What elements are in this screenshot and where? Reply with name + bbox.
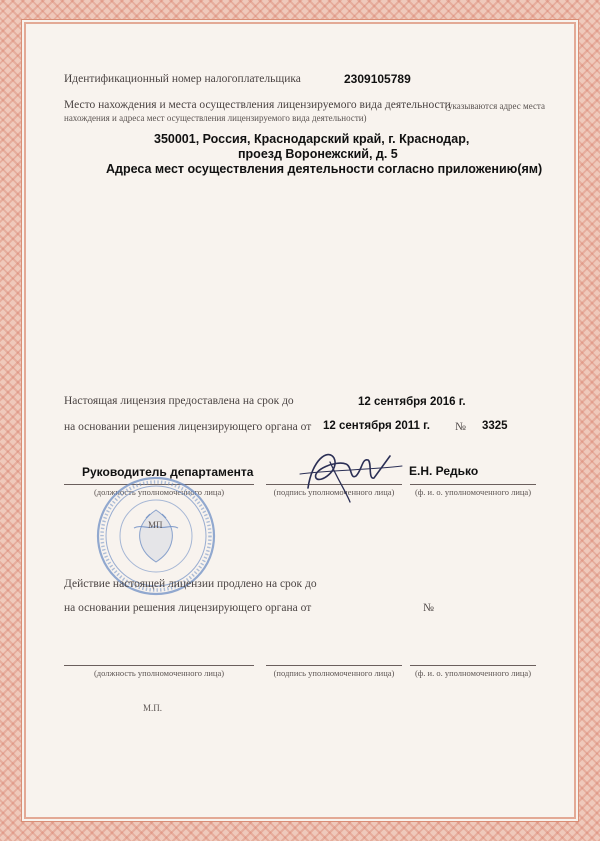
number-value: 3325: [482, 420, 508, 432]
extension-number-sign: №: [423, 602, 434, 614]
caption-signature-2: (подпись уполномоченного лица): [273, 668, 395, 678]
location-note-1: (указываются адрес места: [445, 101, 545, 111]
signer-position: Руководитель департамента: [82, 465, 254, 479]
caption-position-2: (должность уполномоченного лица): [93, 668, 225, 678]
address-line-3: Адреса мест осуществления деятельности согласно приложению(ям): [106, 162, 543, 176]
signature-line-2: [266, 665, 402, 666]
valid-date: 12 сентября 2016 г.: [358, 396, 466, 408]
valid-label: Настоящая лицензия предоставлена на срок до: [64, 395, 294, 407]
name-line-1: [410, 484, 536, 485]
inn-value: 2309105789: [344, 72, 411, 86]
handwritten-signature: [290, 440, 410, 510]
stamp-mark-2: М.П.: [143, 703, 163, 713]
extended-label: Действие настоящей лицензии продлено на срок до: [64, 578, 317, 590]
caption-name-2: (ф. и. о. уполномоченного лица): [414, 668, 532, 678]
inn-label: Идентификационный номер налогоплательщика: [64, 73, 301, 85]
position-line-2: [64, 665, 254, 666]
address-line-2: проезд Воронежский, д. 5: [238, 147, 398, 161]
location-note-2: нахождения и адреса мест осуществления лицензируемого вида деятельности): [64, 113, 367, 123]
address-line-1: 350001, Россия, Краснодарский край, г. Краснодар,: [154, 132, 470, 146]
signer-name: Е.Н. Редько: [409, 464, 479, 478]
extension-basis-label: на основании решения лицензирующего органа от: [64, 602, 312, 614]
name-line-2: [410, 665, 536, 666]
caption-signature-1: (подпись уполномоченного лица): [273, 487, 395, 497]
number-sign: №: [455, 421, 466, 433]
caption-position-1: (должность уполномоченного лица): [93, 487, 225, 497]
basis-label: на основании решения лицензирующего органа от: [64, 421, 312, 433]
caption-name-1: (ф. и. о. уполномоченного лица): [414, 487, 532, 497]
stamp-mark-1: МП: [148, 520, 163, 530]
location-label: Место нахождения и места осуществления лицензируемого вида деятельности: [64, 99, 451, 111]
basis-date: 12 сентября 2011 г.: [323, 420, 430, 432]
